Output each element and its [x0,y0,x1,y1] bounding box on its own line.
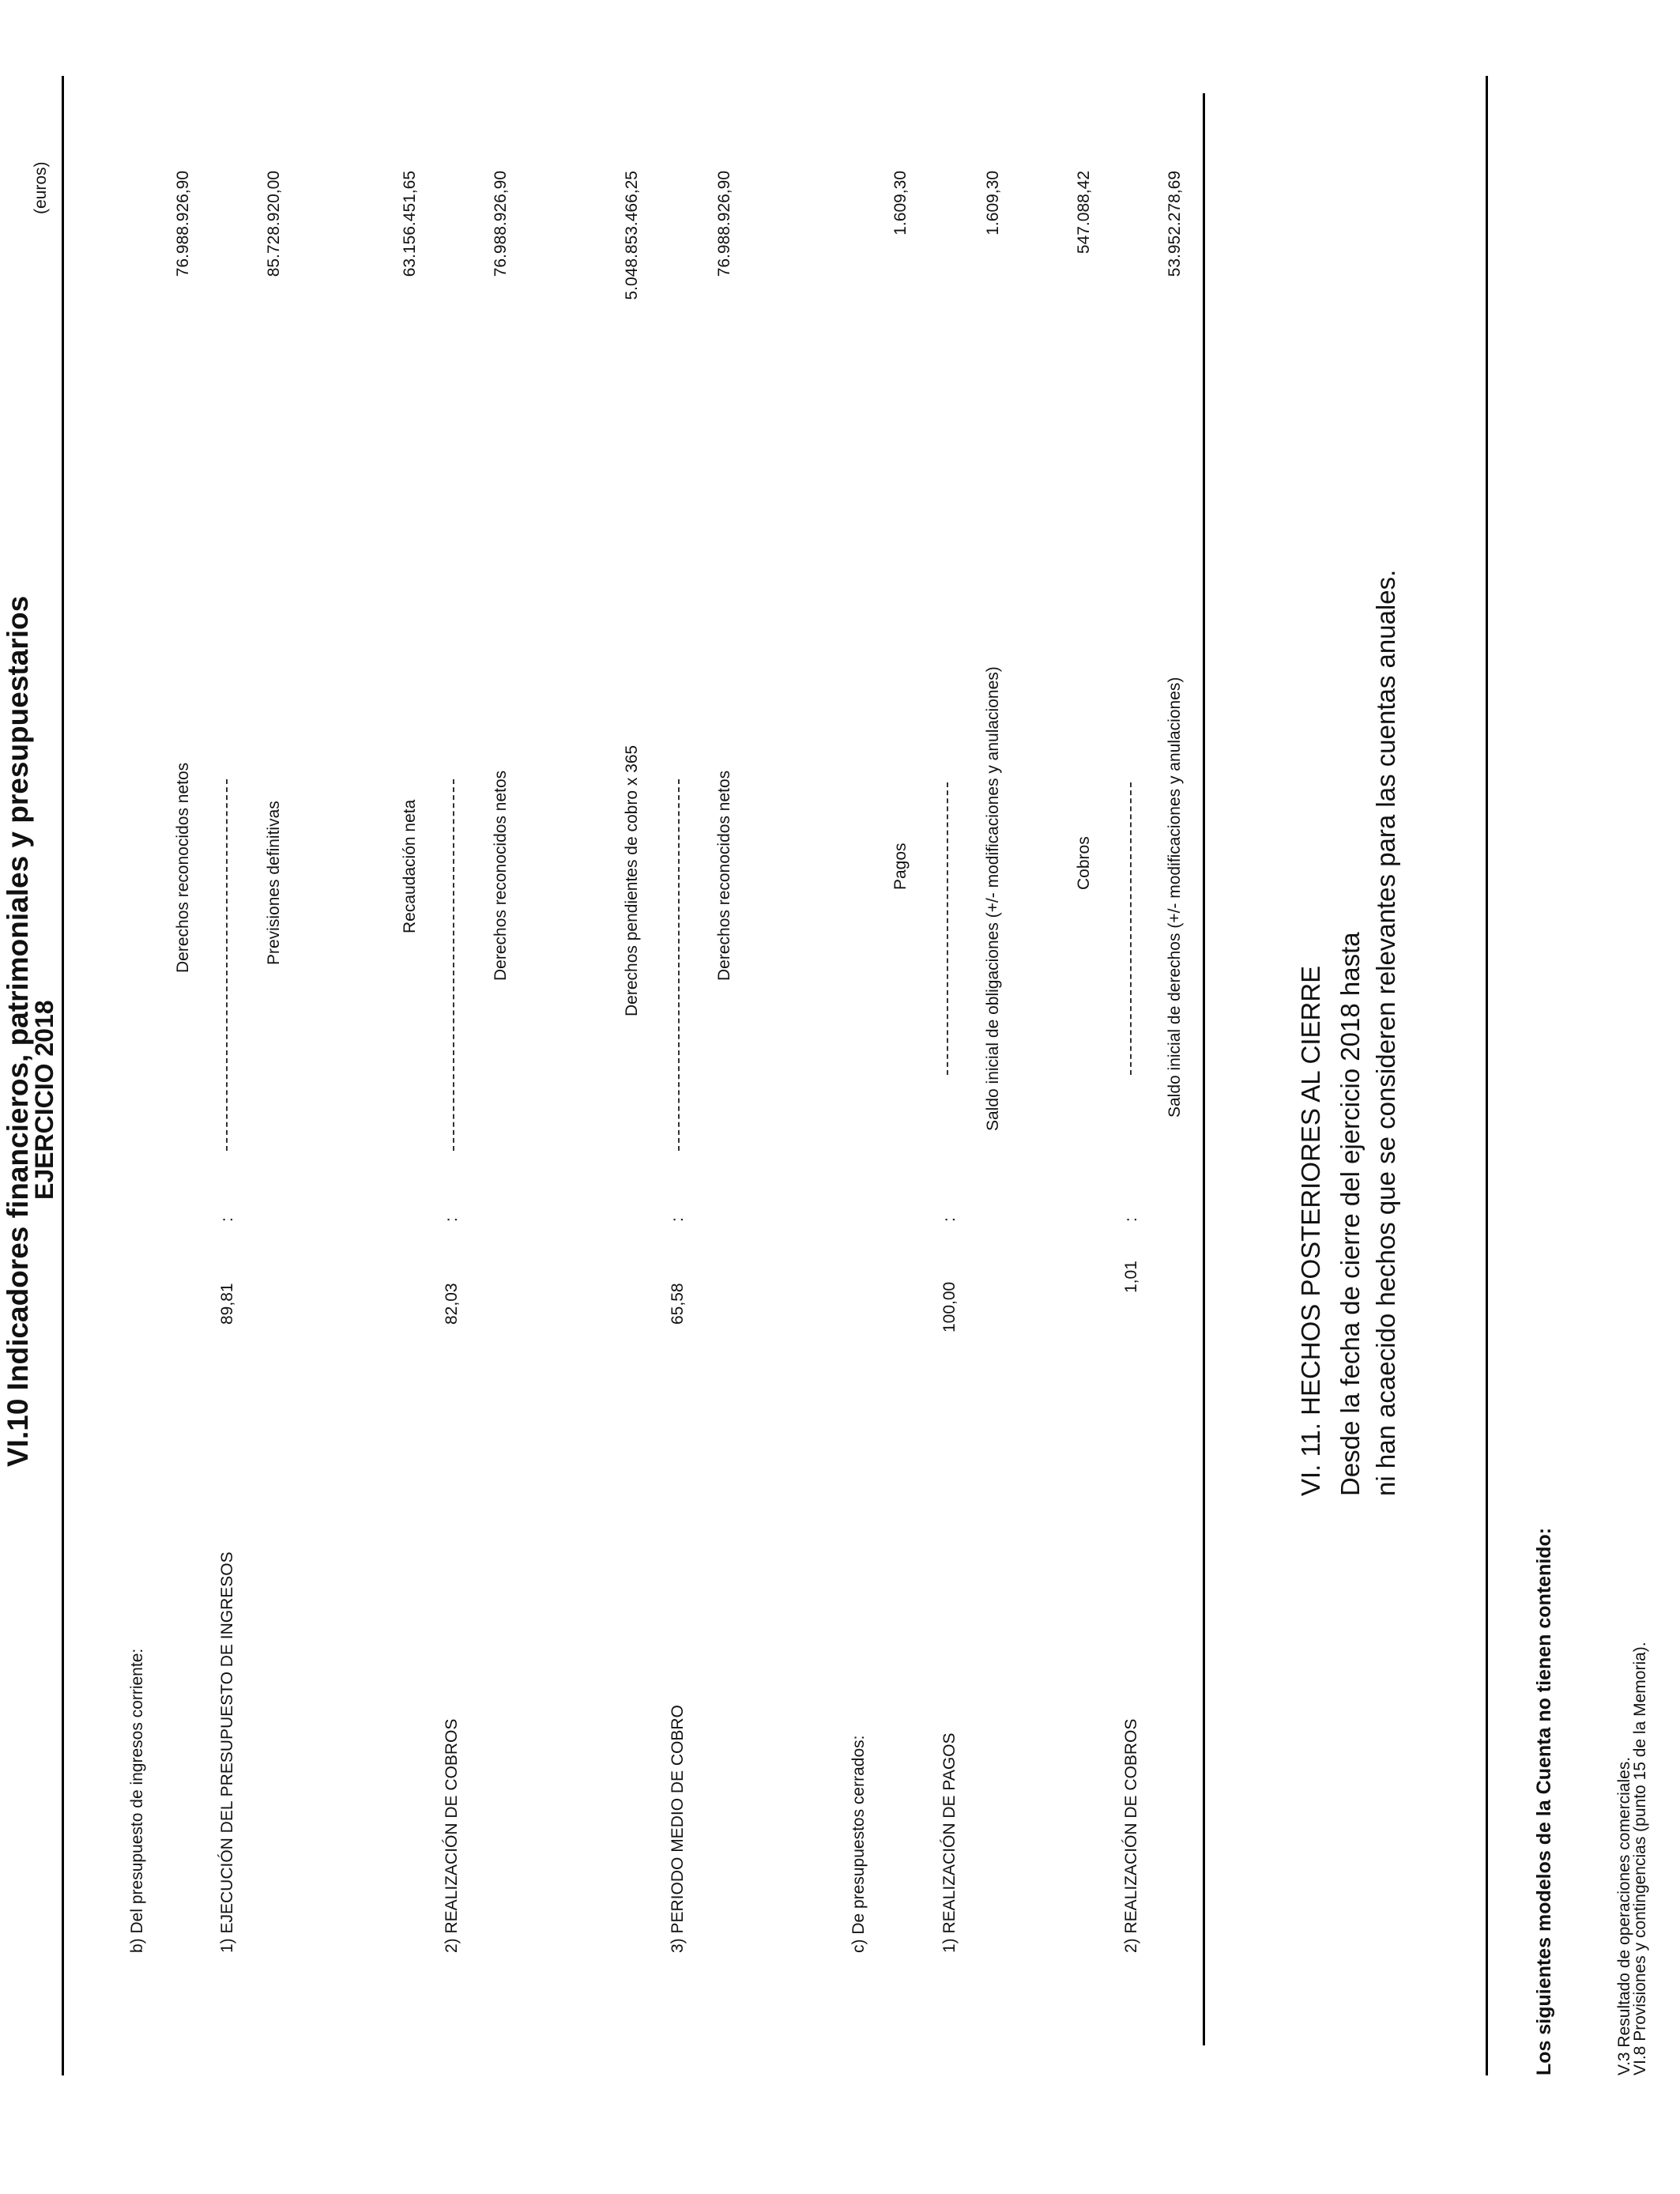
denominator-label: Saldo inicial de derechos (+/- modificaciones y anulaciones) [1166,677,1184,1118]
footer-item: VI.8 Provisiones y contingencias (punto 15 de la Memoria). [1631,1642,1649,2075]
fraction-line [453,779,454,1151]
ratio-value: 65,58 [669,1283,687,1325]
denominator-value: 1.609,30 [984,171,1002,236]
numerator-value: 1.609,30 [891,171,910,236]
ratio-colon: : [669,1217,687,1222]
ratio-value: 1,01 [1122,1261,1140,1293]
ratio-colon: : [1122,1217,1140,1222]
ratio-value: 100,00 [940,1281,959,1333]
hechos-title: VI. 11. HECHOS POSTERIORES AL CIERRE [1296,965,1325,1496]
denominator-label: Previsiones definitivas [265,801,283,965]
row-label: 1) EJECUCIÓN DEL PRESUPUESTO DE INGRESOS [218,1551,236,1953]
ratio-value: 89,81 [218,1283,236,1325]
section-rule [1203,93,1205,2045]
denominator-label: Derechos reconocidos netos [492,770,510,981]
ratio-value: 82,03 [443,1283,461,1325]
ratio-colon: : [218,1217,236,1222]
ratio-colon: : [443,1217,461,1222]
denominator-value: 53.952.278,69 [1166,171,1184,277]
row-label: 1) REALIZACIÓN DE PAGOS [940,1732,959,1953]
numerator-value: 63.156.451,65 [401,171,419,277]
row-label: 3) PERIODO MEDIO DE COBRO [669,1705,687,1953]
fraction-line [947,782,948,1075]
ratio-colon: : [940,1217,959,1222]
row-label: 2) REALIZACIÓN DE COBROS [443,1718,461,1953]
numerator-label: Recaudación neta [401,799,419,933]
numerator-label: Derechos reconocidos netos [174,762,192,973]
denominator-value: 76.988.926,90 [492,171,510,277]
numerator-value: 76.988.926,90 [174,171,192,277]
footer-item: V.3 Resultado de operaciones comerciales. [1615,1756,1633,2075]
section-c-heading: c) De presupuestos cerrados: [849,1735,868,1953]
numerator-label: Derechos pendientes de cobro x 365 [623,745,641,1016]
page-subtitle: EJERCICIO 2018 [30,1000,58,1200]
fraction-line [226,779,228,1151]
fraction-line [678,779,680,1151]
header-rule [62,76,64,2075]
numerator-value: 547.088,42 [1075,171,1093,254]
numerator-label: Cobros [1075,836,1093,890]
row-label: 2) REALIZACIÓN DE COBROS [1122,1718,1140,1953]
unit-label: (euros) [32,161,50,214]
denominator-label: Derechos reconocidos netos [715,770,733,981]
numerator-value: 5.048.853.466,25 [623,171,641,300]
footer-rule [1486,76,1488,2075]
denominator-label: Saldo inicial de obligaciones (+/- modificaciones y anulaciones) [984,666,1002,1131]
section-b-heading: b) Del presupuesto de ingresos corriente: [128,1648,146,1953]
hechos-line-2: ni han acaecido hechos que se consideren relevantes para las cuentas anuales. [1371,569,1400,1496]
footer-heading: Los siguientes modelos de la Cuenta no tienen contenido: [1533,1527,1555,2075]
hechos-line-1: Desde la fecha de cierre del ejercicio 2018 hasta [1335,932,1365,1496]
page-title: VI.10 Indicadores financieros, patrimoniales y presupuestarios [2,595,34,1467]
denominator-value: 76.988.926,90 [715,171,733,277]
numerator-label: Pagos [891,843,910,890]
denominator-value: 85.728.920,00 [265,171,283,277]
fraction-line [1130,782,1132,1075]
